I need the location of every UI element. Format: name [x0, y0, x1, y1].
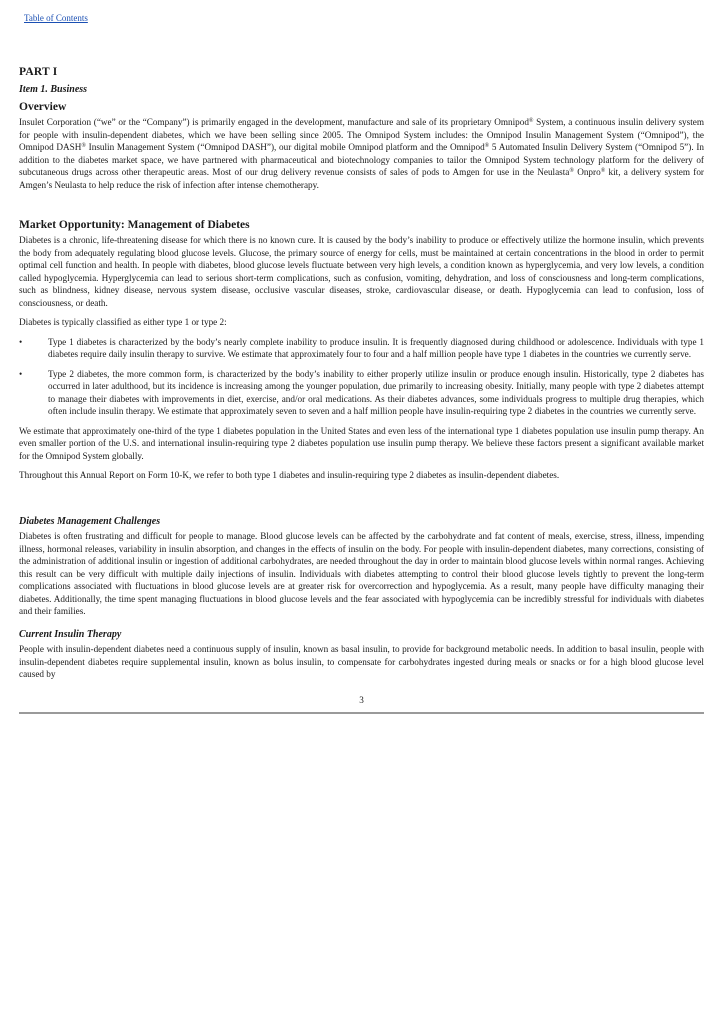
overview-section [19, 101, 704, 191]
market-paragraph-2: Diabetes is typically classified as either type 1 or type 2: [19, 317, 227, 327]
list-item: • Type 2 diabetes, the more common form, is characterized by the body’s inability to either properly utilize insulin or produce enough insulin. Historically, type 2 diabetes has occurred in later adulthood, but its incidence is increasing among the younger population, due primarily to increasing obesity. Initially, many people with type 2 diabetes attempt to manage their diabetes with improvements in diet, exercise, and/or oral medications. As their diabetes advances, some individuals progress to multiple drug therapies, which often include insulin therapy. We estimate that approximately seven to seven and a half million people have insulin-requiring type 2 diabetes in the countries we currently serve. [19, 368, 704, 416]
diabetes-type-list [19, 336, 704, 418]
therapy-heading: Current Insulin Therapy [19, 629, 122, 640]
item-heading: Item 1. Business [19, 84, 88, 95]
challenges-section [19, 516, 704, 618]
therapy-section [19, 629, 704, 681]
table-of-contents-link[interactable]: Table of Contents [24, 13, 88, 23]
market-paragraph-1: Diabetes is a chronic, life-threatening disease for which there is no known cure. It is caused by the body’s inability to produce or effectively utilize the hormone insulin, which prevents the body from adequately regulating blood glucose levels. Glucose, the primary source of energy for cells, must be maintained at certain concentrations in the blood in order to permit optimal cell function and health. In people with diabetes, blood glucose levels fluctuate between very high levels, a condition known as hyperglycemia, and very low levels, a condition called hypoglycemia. Hyperglycemia can lead to serious short-term complications, such as confusion, vomiting, dehydration, and loss of consciousness and long-term complications, such as blindness, kidney disease, nervous system disease, occlusive vascular diseases, stroke, cardiovascular disease, or death. Hypoglycemia can lead to confusion, loss of consciousness, or death. [19, 235, 704, 308]
challenges-heading: Diabetes Management Challenges [19, 516, 161, 527]
part-heading: PART I [19, 66, 58, 78]
overview-heading: Overview [19, 101, 67, 113]
therapy-paragraph: People with insulin-dependent diabetes need a continuous supply of insulin, known as basal insulin, to provide for background metabolic needs. In addition to basal insulin, people with insulin-dependent diabetes require supplemental insulin, known as bolus insulin, to compensate for carbohydrates ingested during meals or snacks or for a high blood glucose level caused by [19, 644, 704, 679]
overview-paragraph: Insulet Corporation (“we” or the “Company”) is primarily engaged in the development, manufacture and sale of its proprietary Omnipod® System, a continuous insulin delivery system for people with insulin-dependent diabetes, which we have been selling since 2005. The Omnipod System includes: the Omnipod Insulin Management System (“Omnipod”), the Omnipod DASH® Insulin Management System (“Omnipod DASH”), our digital mobile Omnipod platform and the Omnipod® 5 Automated Insulin Delivery System (“Omnipod 5”). In addition to the diabetes market space, we have partnered with pharmaceutical and biotechnology companies to tailor the Omnipod System technology platform for the delivery of subcutaneous drugs across other therapeutic areas. Most of our drug delivery revenue consists of sales of pods to Amgen for use in the Neulasta® Onpro® kit, a delivery system for Amgen’s Neulasta to help reduce the risk of infection after intense chemotherapy. [19, 117, 705, 190]
market-section [19, 219, 704, 482]
list-item: • Type 1 diabetes is characterized by the body’s nearly complete inability to produce insulin. It is frequently diagnosed during childhood or adolescence. Individuals with type 1 diabetes require daily insulin therapy to survive. We estimate that approximately four to four and a half million people have type 1 diabetes in the countries we currently serve. [19, 336, 704, 359]
challenges-paragraph: Diabetes is often frustrating and difficult for people to manage. Blood glucose levels can be affected by the carbohydrate and fat content of meals, exercise, stress, illness, impending illness, hormonal releases, variability in insulin absorption, and changes in the effects of insulin on the body. For people with insulin-dependent diabetes, many corrections, consisting of the administration of additional insulin or ingestion of additional carbohydrates, are needed throughout the day in order to maintain blood glucose levels within normal ranges. Achieving this result can be very difficult with multiple daily injections of insulin. Individuals with diabetes attempting to control their blood glucose levels tightly to prevent the long-term complications associated with fluctuations in blood glucose levels are at greater risk for overcorrection and hypoglycemia. As a result, many people have difficulty managing their diabetes. Additionally, the time spent managing fluctuations in blood glucose levels and the fear associated with hypoglycemia can be incredibly stressful for individuals with diabetes and their families. [19, 531, 704, 616]
market-heading: Market Opportunity: Management of Diabetes [19, 219, 250, 231]
market-paragraph-4: Throughout this Annual Report on Form 10-K, we refer to both type 1 diabetes and insulin-requiring type 2 diabetes as insulin-dependent diabetes. [19, 470, 560, 480]
page-divider [19, 712, 704, 714]
page-number: 3 [359, 695, 364, 705]
market-paragraph-3: We estimate that approximately one-third of the type 1 diabetes population in the United States and even less of the international type 1 diabetes population use insulin pump therapy. An even smaller portion of the U.S. and international insulin-requiring type 2 diabetes population use insulin pump therapy. We believe these factors present a significant available market for the Omnipod System globally. [19, 425, 704, 461]
